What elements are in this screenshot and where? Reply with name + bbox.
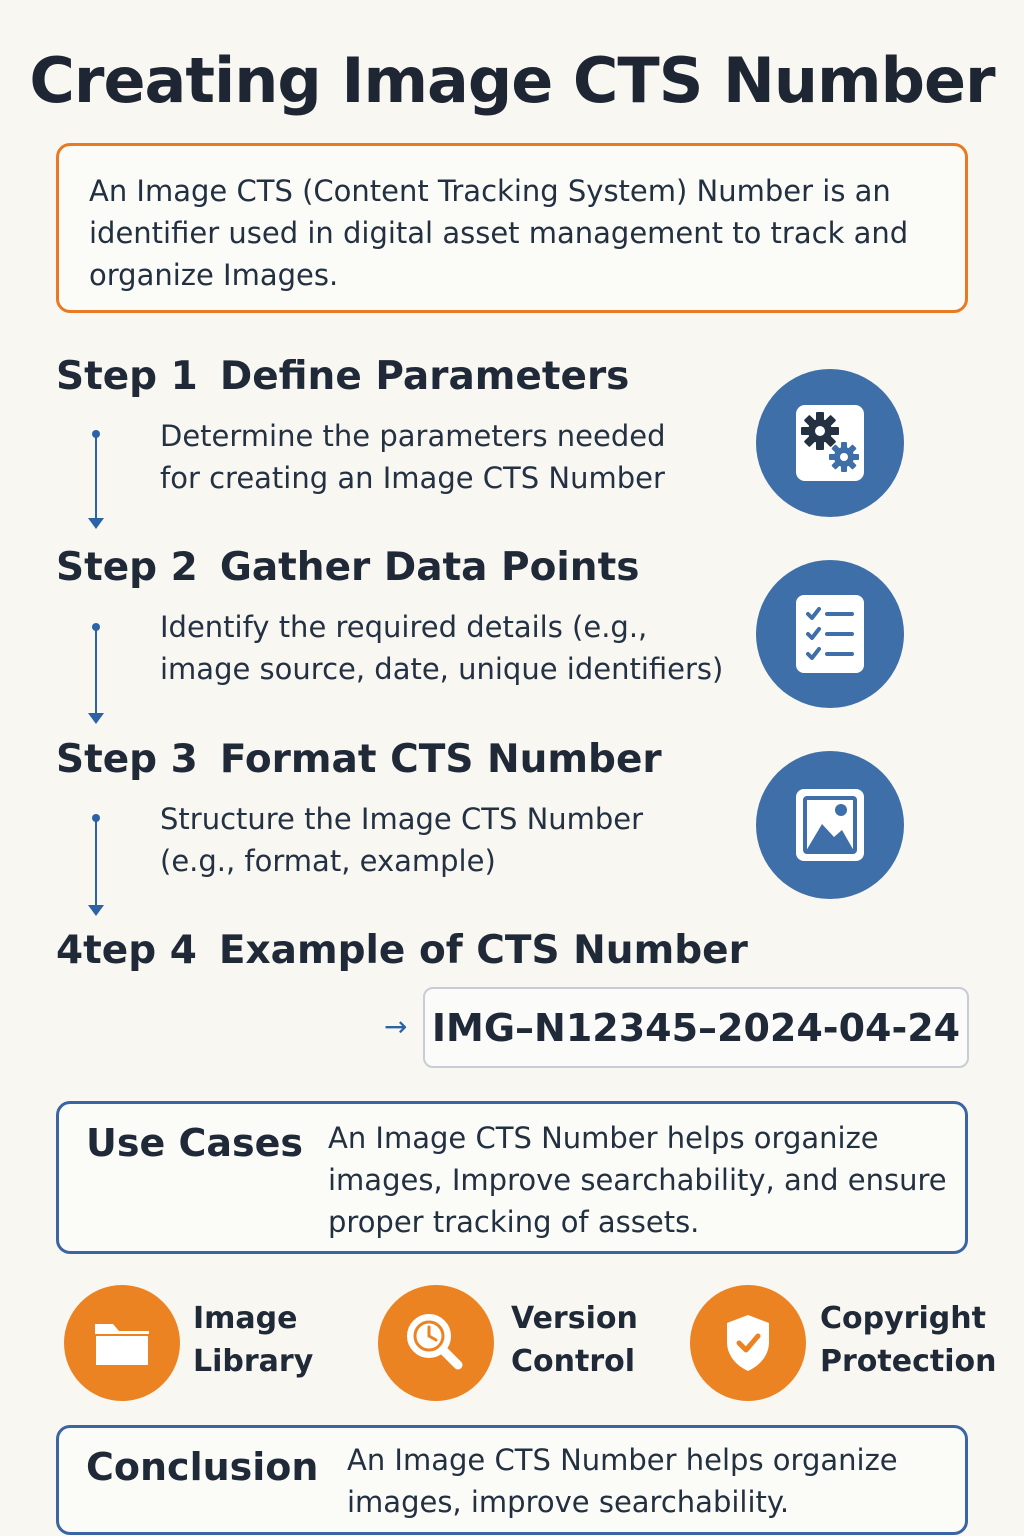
step-3-arrow <box>94 814 98 917</box>
use-cases-box <box>56 1101 968 1254</box>
conclusion-text: An Image CTS Number helps organize images, improve searchability. <box>347 1443 898 1519</box>
use-cases-text: An Image CTS Number helps organize images, Improve searchability, and ensure proper tracking of assets. <box>328 1121 947 1239</box>
conclusion-heading: Conclusion <box>86 1445 319 1489</box>
step-3-heading <box>56 737 662 782</box>
feature-copyright-protection-line-1: Copyright <box>820 1301 986 1336</box>
step-4-number: 4tep 4 <box>56 928 197 973</box>
conclusion-box <box>56 1425 968 1535</box>
feature-image-library <box>64 1285 344 1401</box>
step-2-arrow <box>94 623 98 725</box>
step-3-number: Step 3 <box>56 737 198 782</box>
step-3-title: Format CTS Number <box>219 737 662 782</box>
step-3-description: Structure the Image CTS Number (e.g., format, example) <box>160 802 644 878</box>
page-title: Creating Image CTS Number <box>29 44 995 117</box>
example-container <box>384 987 970 1069</box>
step-1-heading <box>56 354 629 399</box>
feature-image-library-line-2: Library <box>193 1344 314 1379</box>
step-2-heading <box>56 545 639 590</box>
settings-gear-icon <box>756 369 904 517</box>
shield-check-icon <box>690 1285 806 1401</box>
step-2-number: Step 2 <box>56 545 198 590</box>
step-4-title: Example of CTS Number <box>218 928 748 973</box>
checklist-icon <box>756 560 904 708</box>
feature-version-control-line-1: Version <box>511 1301 638 1336</box>
step-4-heading <box>56 928 748 973</box>
intro-text: An Image CTS (Content Tracking System) Number is an identifier used in digital asset management to track and organize Images. <box>89 174 909 292</box>
feature-image-library-line-1: Image <box>193 1301 298 1336</box>
intro-box <box>56 143 968 313</box>
feature-image-library-label <box>193 1297 403 1383</box>
example-cts-number: IMG–N12345–2024-04-24 <box>423 987 969 1068</box>
step-2-title: Gather Data Points <box>219 545 640 590</box>
use-cases-heading: Use Cases <box>86 1121 304 1165</box>
magnifier-clock-icon <box>378 1285 494 1401</box>
feature-version-control-line-2: Control <box>511 1344 636 1379</box>
image-icon <box>756 751 904 899</box>
feature-copyright-protection-line-2: Protection <box>820 1344 997 1379</box>
step-2-description: Identify the required details (e.g., image source, date, unique identifiers) <box>160 610 724 686</box>
feature-copyright-protection-label <box>820 1297 1024 1383</box>
feature-copyright-protection <box>690 1285 1010 1401</box>
step-1-title: Define Parameters <box>219 354 630 399</box>
feature-version-control <box>378 1285 678 1401</box>
step-1-arrow <box>94 430 98 530</box>
step-1-description: Determine the parameters needed for creating an Image CTS Number <box>160 419 666 495</box>
example-arrow-icon: → <box>384 1010 408 1043</box>
step-1-number: Step 1 <box>56 354 198 399</box>
folder-icon <box>64 1285 180 1401</box>
